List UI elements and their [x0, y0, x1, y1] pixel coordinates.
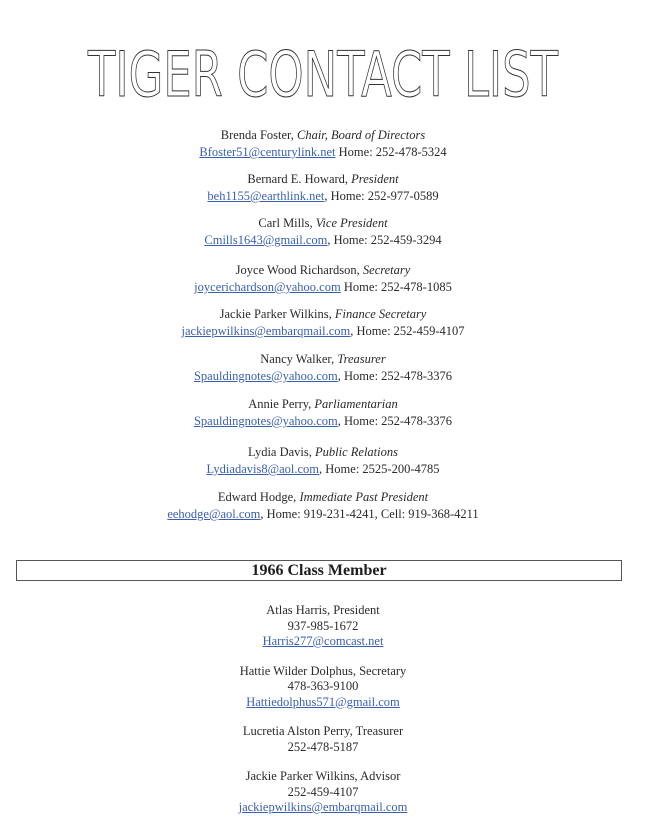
title-text: TIGER CONTACT LIST	[87, 40, 559, 104]
officer-name: Bernard E. Howard,	[247, 172, 352, 186]
member-phone: 937-985-1672	[287, 618, 359, 633]
officer-contact	[0, 396, 646, 430]
member-email-link[interactable]: jackiepwilkins@embarqmail.com	[238, 800, 408, 814]
officer-contact	[0, 444, 646, 478]
member-name: Atlas Harris, President	[266, 603, 380, 617]
officer-phone: , Home: 252-478-3376	[337, 414, 453, 428]
officer-contact	[0, 171, 646, 205]
officer-email-link[interactable]: beh1155@earthlink.net	[207, 189, 325, 203]
officer-name: Brenda Foster,	[220, 128, 297, 142]
member-name: Lucretia Alston Perry, Treasurer	[242, 724, 404, 738]
officer-name: Nancy Walker,	[260, 352, 338, 366]
officer-phone: , Home: 252-459-4107	[350, 324, 465, 338]
officer-email-link[interactable]: Lydiadavis8@aol.com	[206, 462, 320, 476]
officer-name: Jackie Parker Wilkins,	[219, 307, 335, 321]
officer-email-link[interactable]: Cmills1643@gmail.com	[204, 233, 328, 247]
officer-name: Carl Mills,	[258, 216, 316, 230]
officer-phone: Home: 252-478-5324	[335, 145, 447, 159]
member-phone: 252-459-4107	[287, 784, 359, 799]
officer-phone: , Home: 919-231-4241, Cell: 919-368-4211	[260, 507, 479, 521]
officer-phone: , Home: 252-459-3294	[327, 233, 442, 247]
officer-email-link[interactable]: Bfoster51@centurylink.net	[199, 145, 336, 159]
member-phone: 252-478-5187	[287, 739, 359, 754]
officer-phone: , Home: 252-977-0589	[324, 189, 439, 203]
class-member-heading-box	[16, 560, 622, 581]
member-phone: 478-363-9100	[287, 679, 359, 693]
officer-phone: Home: 252-478-1085	[340, 280, 452, 294]
officer-contact	[0, 351, 646, 385]
class-member	[0, 724, 646, 755]
class-member	[0, 664, 646, 711]
officer-role: Treasurer	[337, 352, 386, 366]
officer-role: Chair, Board of Directors	[296, 128, 426, 142]
outlined-title	[83, 40, 563, 104]
class-member	[0, 769, 646, 816]
officer-role: Vice President	[315, 216, 388, 230]
officer-role: Immediate Past President	[299, 490, 429, 504]
officer-role: Secretary	[362, 263, 411, 277]
officer-contact	[0, 306, 646, 340]
member-name: Jackie Parker Wilkins, Advisor	[245, 769, 401, 783]
member-email-link[interactable]: Harris277@comcast.net	[262, 634, 384, 648]
officer-list	[0, 127, 646, 523]
officer-email-link[interactable]: Spauldingnotes@yahoo.com	[193, 414, 338, 428]
officer-phone: , Home: 252-478-3376	[337, 369, 453, 383]
class-member-heading: 1966 Class Member	[251, 562, 387, 579]
officer-contact	[0, 262, 646, 296]
officer-contact	[0, 489, 646, 523]
officer-email-link[interactable]: jackiepwilkins@embarqmail.com	[181, 324, 351, 338]
officer-name: Annie Perry,	[248, 397, 315, 411]
officer-email-link[interactable]: eehodge@aol.com	[167, 507, 261, 521]
officer-name: Joyce Wood Richardson,	[235, 263, 363, 277]
officer-role: Parliamentarian	[314, 397, 398, 411]
officer-phone: , Home: 2525-200-4785	[319, 462, 440, 476]
officer-role: President	[351, 172, 399, 186]
officer-role: Finance Secretary	[334, 307, 427, 321]
class-member-list	[0, 603, 646, 816]
officer-email-link[interactable]: joycerichardson@yahoo.com	[194, 280, 341, 294]
officer-contact	[0, 215, 646, 249]
member-name: Hattie Wilder Dolphus, Secretary	[239, 663, 407, 678]
officer-name: Edward Hodge,	[217, 490, 300, 504]
officer-email-link[interactable]: Spauldingnotes@yahoo.com	[193, 369, 338, 383]
officer-role: Public Relations	[315, 445, 398, 459]
member-email-link[interactable]: Hattiedolphus571@gmail.com	[246, 694, 400, 709]
page-title	[0, 40, 646, 104]
officer-name: Lydia Davis,	[248, 445, 316, 459]
officer-contact	[0, 127, 646, 161]
class-member	[0, 603, 646, 650]
